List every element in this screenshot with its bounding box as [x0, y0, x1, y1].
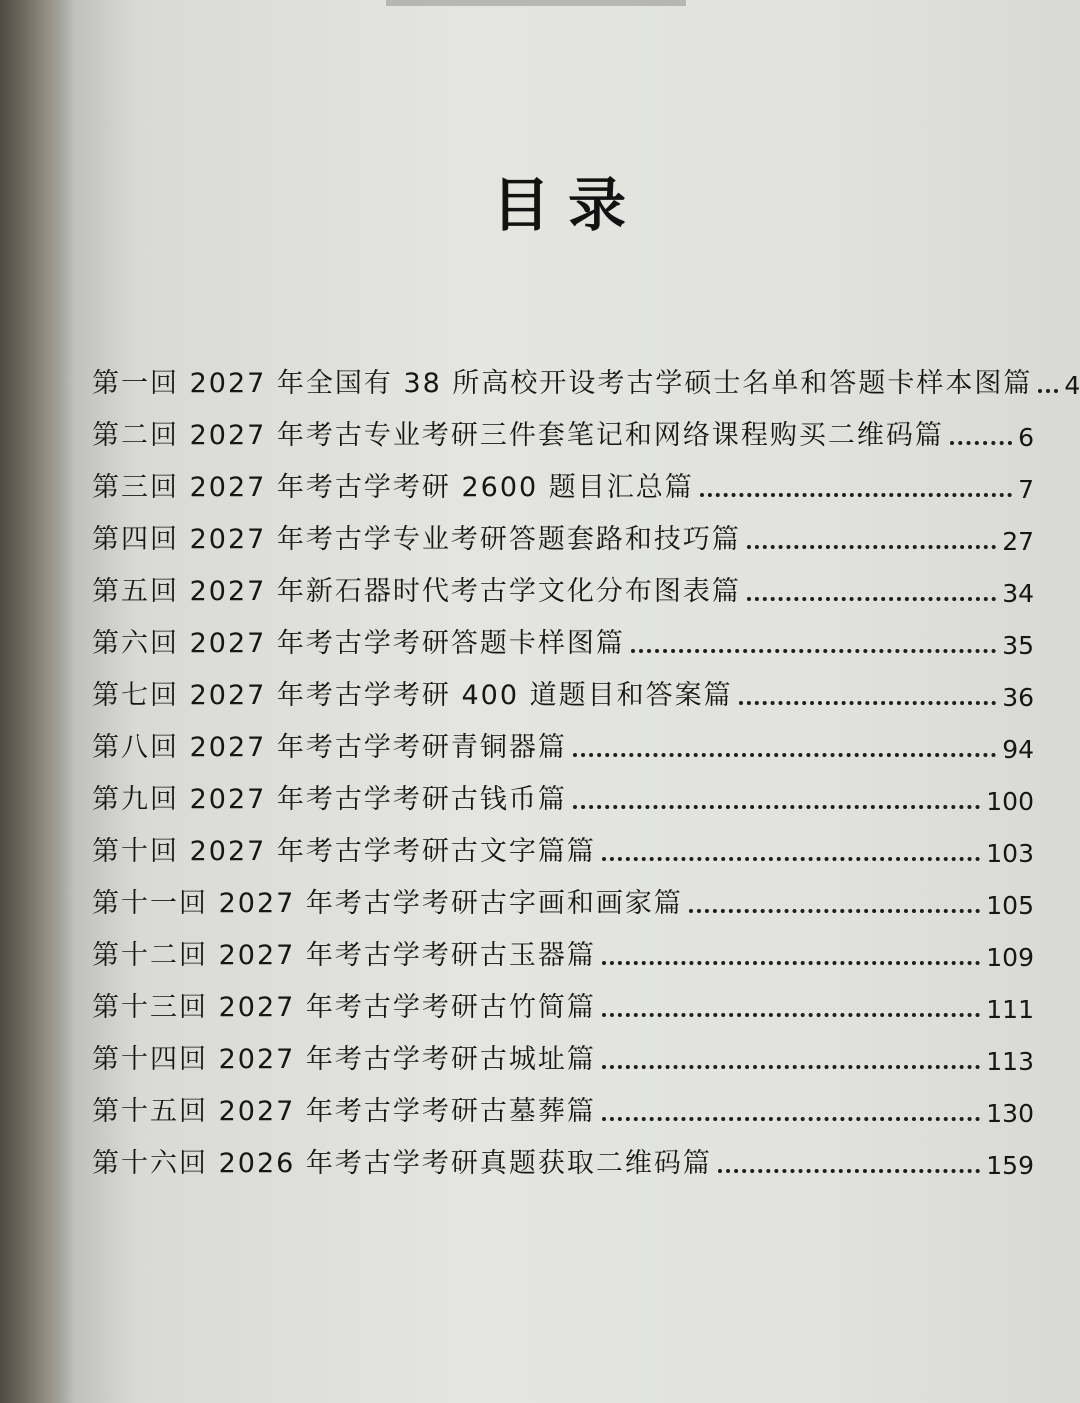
toc-entry-title: 第六回 2027 年考古学考研答题卡样图篇 — [92, 628, 625, 659]
toc-entry-title: 第十三回 2027 年考古学考研古竹简篇 — [92, 992, 596, 1023]
toc-entry-page: 7 — [1018, 475, 1034, 504]
toc-entry-title: 第一回 2027 年全国有 38 所高校开设考古学硕士名单和答题卡样本图篇 — [92, 368, 1033, 399]
dot-leader — [747, 597, 996, 601]
toc-entry-page: 34 — [1002, 579, 1034, 608]
toc-entry — [92, 816, 1034, 868]
toc-entry-title: 第三回 2027 年考古学考研 2600 题目汇总篇 — [92, 472, 694, 503]
bleed-through-text — [386, 0, 686, 6]
toc-entry-page: 109 — [986, 943, 1034, 972]
dot-leader — [602, 1117, 980, 1121]
dot-leader — [700, 493, 1012, 497]
toc-entry-page: 4 — [1064, 371, 1080, 400]
toc-entry-page: 94 — [1002, 735, 1034, 764]
toc-entry-page: 111 — [986, 995, 1034, 1024]
dot-leader — [602, 1013, 980, 1017]
dot-leader — [573, 805, 980, 809]
dot-leader — [739, 701, 997, 705]
book-page — [56, 0, 1080, 1403]
toc-entry-title: 第十五回 2027 年考古学考研古墓葬篇 — [92, 1096, 596, 1127]
dot-leader — [747, 545, 996, 549]
toc-entry-title: 第九回 2027 年考古学考研古钱币篇 — [92, 784, 567, 815]
toc-entry-page: 6 — [1018, 423, 1034, 452]
toc-entry — [92, 1128, 1034, 1180]
toc-entry-title: 第五回 2027 年新石器时代考古学文化分布图表篇 — [92, 576, 741, 607]
dot-leader — [602, 1065, 980, 1069]
table-of-contents — [92, 348, 1080, 1180]
dot-leader — [689, 909, 980, 913]
toc-entry-page: 130 — [986, 1099, 1034, 1128]
toc-entry — [92, 608, 1034, 660]
toc-entry-title: 第十四回 2027 年考古学考研古城址篇 — [92, 1044, 596, 1075]
dot-leader — [718, 1169, 980, 1173]
toc-entry — [92, 348, 1080, 400]
toc-entry-title: 第十六回 2026 年考古学考研真题获取二维码篇 — [92, 1148, 712, 1179]
toc-entry-page: 159 — [986, 1151, 1034, 1180]
toc-entry — [92, 556, 1034, 608]
toc-entry-title: 第十一回 2027 年考古学考研古字画和画家篇 — [92, 888, 683, 919]
toc-entry-title: 第十回 2027 年考古学考研古文字篇篇 — [92, 836, 596, 867]
toc-entry-title: 第四回 2027 年考古学专业考研答题套路和技巧篇 — [92, 524, 741, 555]
dot-leader — [602, 961, 980, 965]
dot-leader — [950, 441, 1012, 445]
dot-leader — [602, 857, 980, 861]
toc-entry-page: 36 — [1002, 683, 1034, 712]
toc-entry — [92, 972, 1034, 1024]
dot-leader — [631, 649, 996, 653]
toc-entry-page: 100 — [986, 787, 1034, 816]
toc-entry-page: 35 — [1002, 631, 1034, 660]
toc-entry — [92, 712, 1034, 764]
toc-entry-page: 103 — [986, 839, 1034, 868]
toc-entry — [92, 1024, 1034, 1076]
toc-entry-title: 第八回 2027 年考古学考研青铜器篇 — [92, 732, 567, 763]
toc-entry-title: 第二回 2027 年考古专业考研三件套笔记和网络课程购买二维码篇 — [92, 420, 944, 451]
toc-entry — [92, 868, 1034, 920]
toc-entry — [92, 452, 1034, 504]
toc-entry — [92, 764, 1034, 816]
dot-leader — [1038, 389, 1058, 393]
page-title: 目录 — [491, 171, 644, 239]
toc-entry-title: 第七回 2027 年考古学考研 400 道题目和答案篇 — [92, 680, 733, 711]
toc-entry — [92, 1076, 1034, 1128]
toc-entry — [92, 660, 1034, 712]
toc-entry-title: 第十二回 2027 年考古学考研古玉器篇 — [92, 940, 596, 971]
toc-entry — [92, 920, 1034, 972]
toc-entry-page: 113 — [986, 1047, 1034, 1076]
toc-entry-page: 27 — [1002, 527, 1034, 556]
toc-entry — [92, 400, 1034, 452]
toc-entry-page: 105 — [986, 891, 1034, 920]
dot-leader — [573, 753, 996, 757]
toc-entry — [92, 504, 1034, 556]
